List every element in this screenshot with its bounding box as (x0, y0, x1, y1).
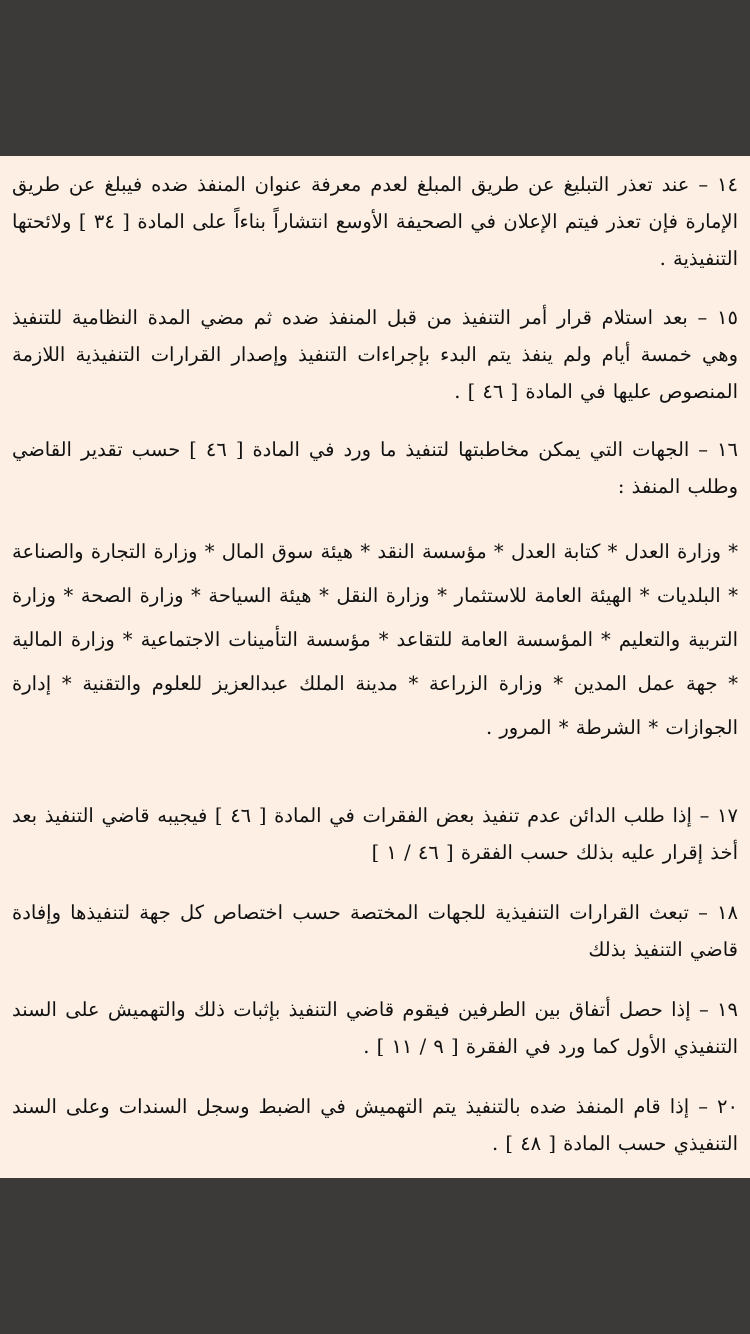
paragraph-16: ١٦ – الجهات التي يمكن مخاطبتها لتنفيذ ما ورد في المادة [ ٤٦ ] حسب تقدير القاضي وطلب المنفذ : (12, 438, 738, 498)
paragraph-14: ١٤ – عند تعذر التبليغ عن طريق المبلغ لعدم معرفة عنوان المنفذ ضده فيبلغ عن طريق الإمارة فإن تعذر فيتم الإعلان في الصحيفة الأوسع انتشاراً بناءاً على المادة [ ٣٤ ] ولائحتها التنفيذية . (12, 173, 739, 270)
paragraph-20: ٢٠ – إذا قام المنفذ ضده بالتنفيذ يتم التهميش في الضبط وسجل السندات وعلى السند التنفيذي حسب المادة [ ٤٨ ] . (12, 1095, 738, 1155)
document-page (0, 156, 750, 1178)
paragraph-19: ١٩ – إذا حصل أتفاق بين الطرفين فيقوم قاضي التنفيذ بإثبات ذلك والتهميش على السند التنفيذي الأول كما ورد في الفقرة [ ٩ / ١١ ] . (12, 998, 738, 1058)
paragraph-17: ١٧ – إذا طلب الدائن عدم تنفيذ بعض الفقرات في المادة [ ٤٦ ] فيجيبه قاضي التنفيذ بعد أخذ إقرار عليه بذلك حسب الفقرة [ ٤٦ / ١ ] (12, 804, 738, 864)
top-dark-band (0, 0, 750, 156)
paragraph-15: ١٥ – بعد استلام قرار أمر التنفيذ من قبل المنفذ ضده ثم مضي المدة النظامية للتنفيذ وهي خمسة أيام ولم ينفذ يتم البدء بإجراءات التنفيذ وإصدار القرارات التنفيذية اللازمة المنصوص عليها في المادة [ ٤٦ ] . (12, 306, 738, 403)
paragraph-18: ١٨ – تبعث القرارات التنفيذية للجهات المختصة حسب اختصاص كل جهة لتنفيذها وإفادة قاضي التنفيذ بذلك (12, 901, 738, 961)
bottom-dark-band (0, 1178, 750, 1334)
entities-list: * وزارة العدل * كتابة العدل * مؤسسة النقد * هيئة سوق المال * وزارة التجارة والصناعة * البلديات * الهيئة العامة للاستثمار * وزارة النقل * هيئة السياحة * وزارة الصحة * وزارة التربية والتعليم * المؤسسة العامة للتقاعد * مؤسسة التأمينات الاجتماعية * وزارة المالية * جهة عمل المدين * وزارة الزراعة * مدينة الملك عبدالعزيز للعلوم والتقنية * إدارة الجوازات * الشرطة * المرور . (12, 540, 738, 739)
